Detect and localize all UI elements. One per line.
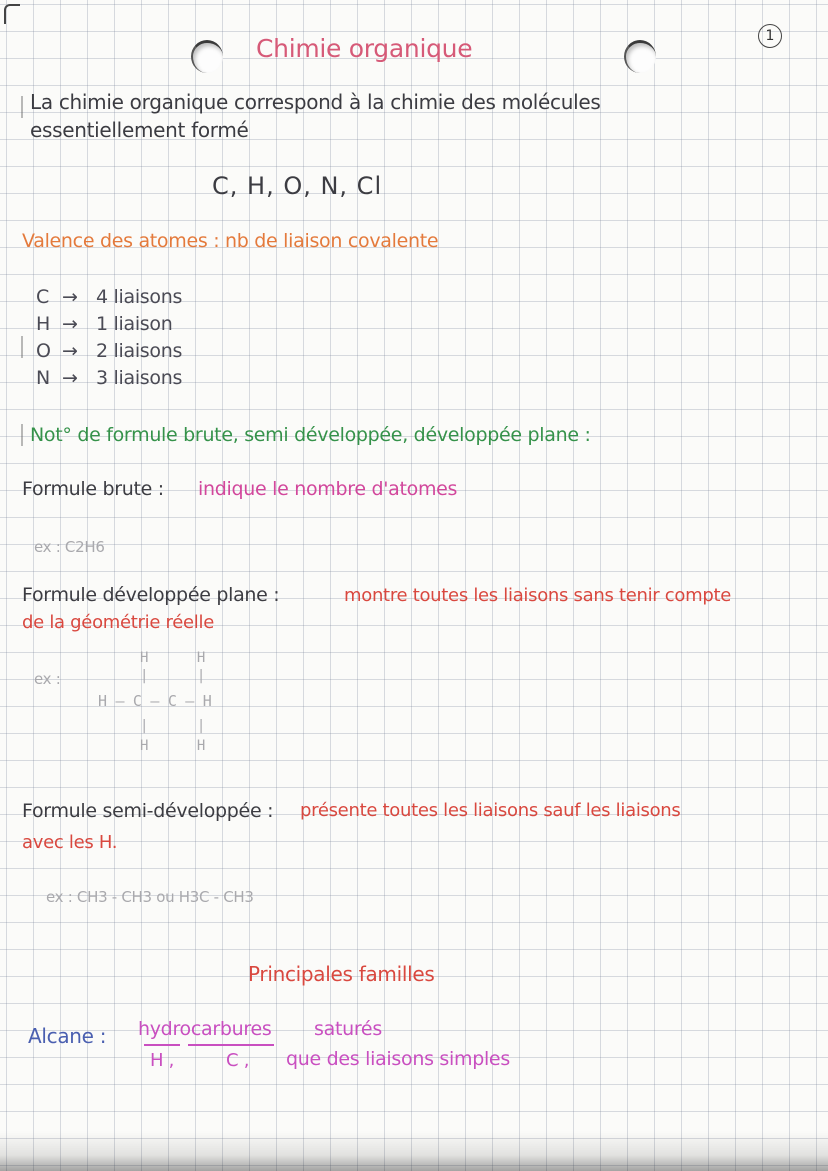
valence-heading: Valence des atomes : nb de liaison covalente [22,230,439,252]
brute-example: ex : C2H6 [34,538,105,556]
bracket-line [144,1044,180,1046]
developpee-example-label: ex : [34,670,61,688]
structure-top-bonds: | | [140,668,206,684]
semi-definition-2: avec les H. [22,832,118,853]
page-number: 1 [758,24,782,48]
valence-atom: O [36,340,51,362]
binder-hole-right [624,40,656,73]
page-title: Chimie organique [256,34,473,63]
notation-heading: Not° de formule brute, semi développée, développée plane : [30,424,591,446]
alcane-sub-h: H , [150,1050,175,1071]
valence-bonds: 1 liaison [96,313,173,335]
structure-bottom-bonds: | | [140,718,206,734]
valence-atom: C [36,286,49,308]
semi-definition-1: présente toutes les liaisons sauf les liaisons [300,800,681,821]
margin-mark [21,336,23,358]
arrow-icon: → [62,367,78,389]
arrow-icon: → [62,286,78,308]
developpee-definition-2: de la géométrie réelle [22,612,214,633]
semi-label: Formule semi-développée : [22,800,274,822]
arrow-icon: → [62,313,78,335]
alcane-word-satures: saturés [314,1018,382,1040]
margin-mark [21,96,23,118]
margin-mark [21,424,23,446]
alcane-label: Alcane : [28,1024,107,1048]
structure-top-row: H H [140,650,206,666]
binder-hole-left [191,40,223,73]
structure-bottom-row: H H [140,738,206,754]
elements-list: C, H, O, N, Cl [212,172,383,200]
page-edge-shadow [0,1131,828,1171]
developpee-label: Formule développée plane : [22,584,280,606]
valence-bonds: 4 liaisons [96,286,183,308]
bracket-line [188,1044,274,1046]
valence-bonds: 3 liaisons [96,367,183,389]
brute-label: Formule brute : [22,478,164,500]
intro-line-1: La chimie organique correspond à la chimie des molécules [30,90,601,114]
alcane-word-hydrocarbures: hydrocarbures [138,1018,272,1040]
valence-atom: H [36,313,50,335]
alcane-sub-c: C , [226,1050,250,1071]
valence-atom: N [36,367,50,389]
arrow-icon: → [62,340,78,362]
valence-bonds: 2 liaisons [96,340,183,362]
semi-example: ex : CH3 - CH3 ou H3C - CH3 [46,888,254,906]
familles-heading: Principales familles [248,962,435,986]
intro-line-2: essentiellement formé [30,118,249,142]
structure-middle-row: H — C — C — H [98,692,212,710]
page-corner-mark [4,4,20,24]
brute-definition: indique le nombre d'atomes [198,478,458,500]
alcane-note: que des liaisons simples [286,1048,510,1070]
developpee-definition-1: montre toutes les liaisons sans tenir compte [344,585,732,606]
